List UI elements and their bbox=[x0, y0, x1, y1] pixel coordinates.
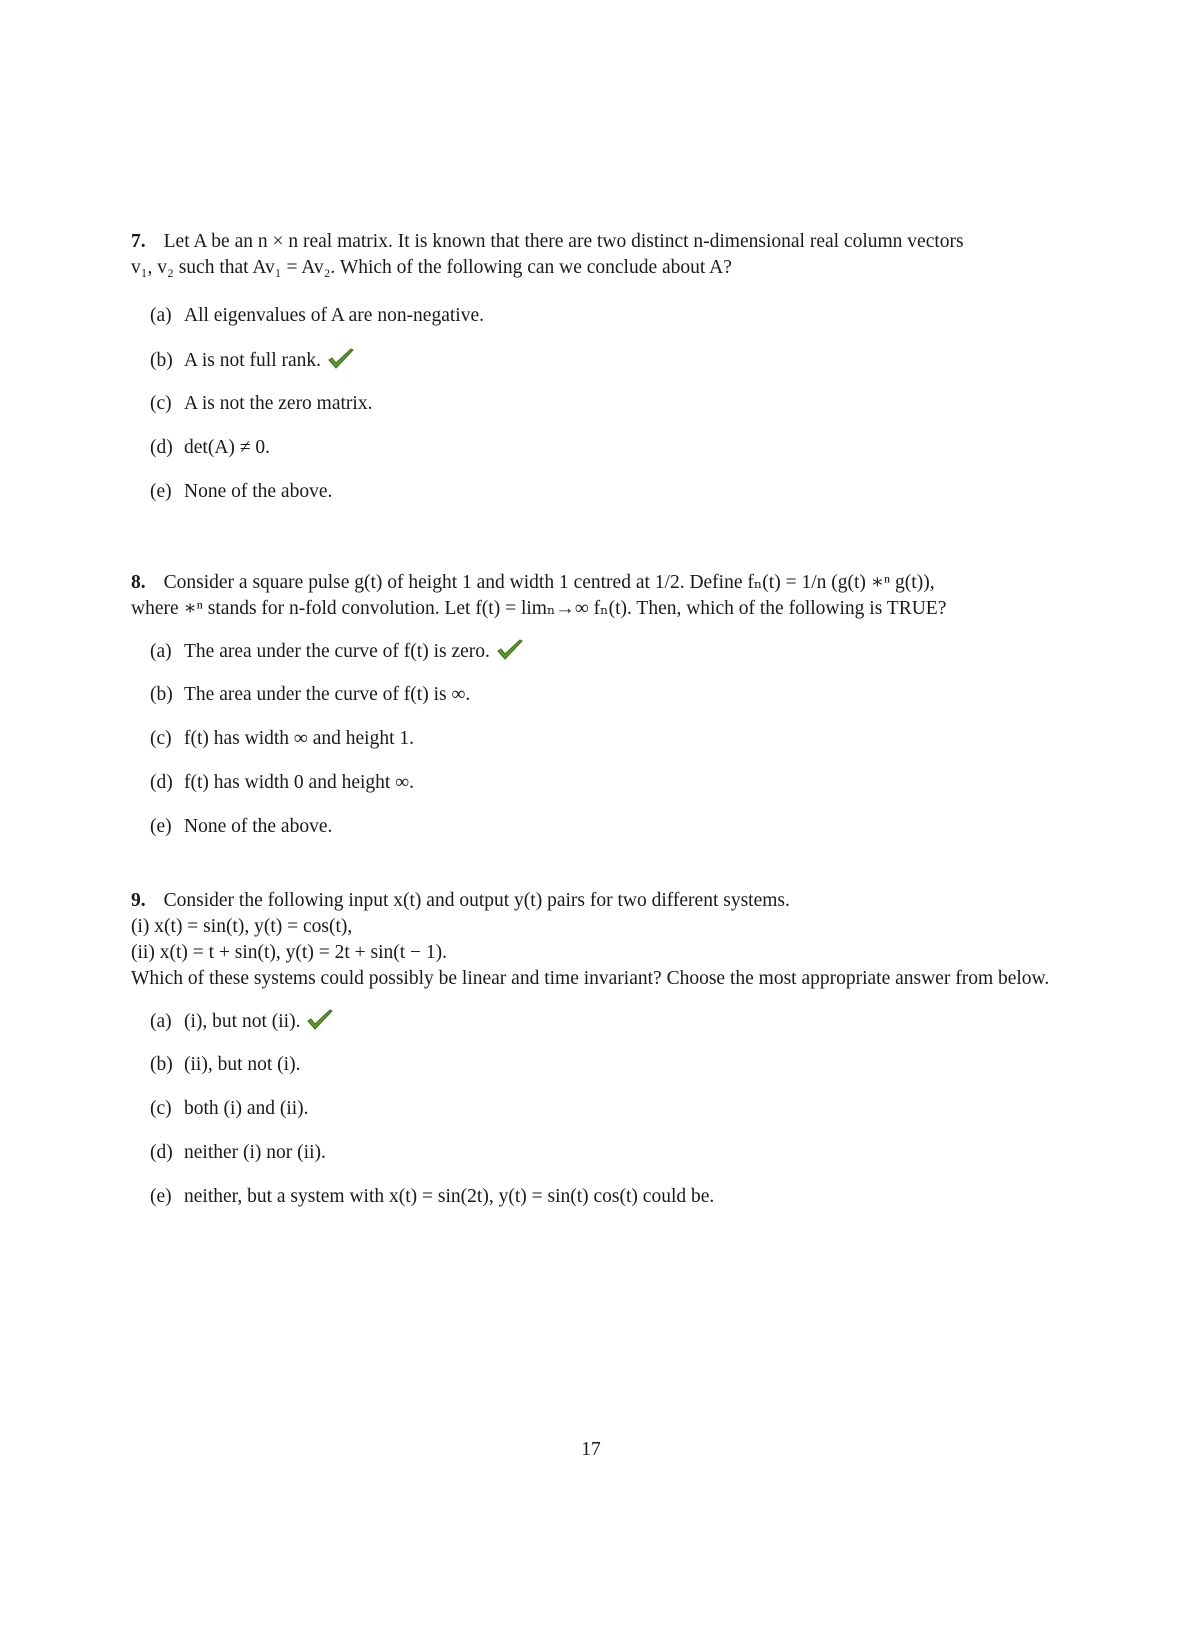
checkmark-icon bbox=[327, 347, 355, 379]
option-a: (a) (i), but not (ii). bbox=[131, 1008, 1051, 1052]
options-list bbox=[131, 638, 1051, 858]
option-text: (i), but not (ii). bbox=[184, 1011, 301, 1032]
option-e: (e) None of the above. bbox=[150, 816, 333, 837]
option-a: (a) The area under the curve of f(t) is zero. bbox=[131, 638, 1051, 682]
option-text: None of the above. bbox=[184, 481, 333, 502]
option-text: The area under the curve of f(t) is ∞. bbox=[184, 684, 471, 705]
question-number: 9. bbox=[131, 890, 146, 911]
option-text: The area under the curve of f(t) is zero. bbox=[184, 641, 490, 662]
question-stem bbox=[131, 570, 1051, 622]
stem-line-1: Consider a square pulse g(t) of height 1 and width 1 centred at 1/2. Define fₙ(t) = 1/n (g(t) ∗ⁿ g(t)), bbox=[163, 572, 935, 593]
option-e: (e) None of the above. bbox=[150, 481, 333, 502]
page-number: 17 bbox=[581, 1439, 601, 1460]
stem-line-4: Which of these systems could possibly be linear and time invariant? Choose the most appropriate answer from below. bbox=[131, 968, 1050, 989]
option-b: (b) The area under the curve of f(t) is ∞. bbox=[150, 684, 471, 705]
option-c: (c) f(t) has width ∞ and height 1. bbox=[150, 728, 414, 749]
option-a: (a) All eigenvalues of A are non-negative. bbox=[150, 305, 484, 326]
option-d: (d) neither (i) nor (ii). bbox=[150, 1142, 326, 1163]
stem-line-1: Let A be an n × n real matrix. It is known that there are two distinct n-dimensional real column vectors bbox=[163, 231, 964, 252]
question-7 bbox=[131, 229, 1051, 523]
option-text: neither, but a system with x(t) = sin(2t), y(t) = sin(t) cos(t) could be. bbox=[184, 1186, 715, 1207]
question-9 bbox=[131, 888, 1051, 1228]
checkmark-icon bbox=[496, 638, 524, 670]
option-text: A is not the zero matrix. bbox=[184, 393, 373, 414]
option-text: neither (i) nor (ii). bbox=[184, 1142, 326, 1163]
option-text: (ii), but not (i). bbox=[184, 1054, 301, 1075]
option-e: (e) neither, but a system with x(t) = sin(2t), y(t) = sin(t) cos(t) could be. bbox=[150, 1186, 715, 1207]
option-b: (b) A is not full rank. bbox=[131, 347, 1051, 391]
option-c: (c) both (i) and (ii). bbox=[150, 1098, 309, 1119]
options-list bbox=[131, 1008, 1051, 1228]
question-stem bbox=[131, 229, 1051, 281]
option-text: None of the above. bbox=[184, 816, 333, 837]
option-c: (c) A is not the zero matrix. bbox=[150, 393, 373, 414]
question-stem bbox=[131, 888, 1051, 992]
stem-line-1: Consider the following input x(t) and output y(t) pairs for two different systems. bbox=[163, 890, 790, 911]
stem-line-2: (i) x(t) = sin(t), y(t) = cos(t), bbox=[131, 916, 353, 937]
option-text: f(t) has width ∞ and height 1. bbox=[184, 728, 414, 749]
question-number: 7. bbox=[131, 231, 146, 252]
question-8 bbox=[131, 570, 1051, 858]
stem-line-2: v₁, v₂ such that Av₁ = Av₂. Which of the following can we conclude about A? bbox=[131, 257, 732, 278]
option-text: both (i) and (ii). bbox=[184, 1098, 309, 1119]
option-text: All eigenvalues of A are non-negative. bbox=[184, 305, 484, 326]
option-d: (d) det(A) ≠ 0. bbox=[150, 437, 270, 458]
options-list bbox=[131, 303, 1051, 523]
option-d: (d) f(t) has width 0 and height ∞. bbox=[150, 772, 414, 793]
option-text: f(t) has width 0 and height ∞. bbox=[184, 772, 414, 793]
stem-line-3: (ii) x(t) = t + sin(t), y(t) = 2t + sin(t − 1). bbox=[131, 942, 448, 963]
question-number: 8. bbox=[131, 572, 146, 593]
option-text: det(A) ≠ 0. bbox=[184, 437, 270, 458]
stem-line-2: where ∗ⁿ stands for n-fold convolution. Let f(t) = limₙ→∞ fₙ(t). Then, which of the following is TRUE? bbox=[131, 598, 947, 619]
option-text: A is not full rank. bbox=[184, 350, 322, 371]
checkmark-icon bbox=[306, 1008, 334, 1040]
option-b: (b) (ii), but not (i). bbox=[150, 1054, 301, 1075]
